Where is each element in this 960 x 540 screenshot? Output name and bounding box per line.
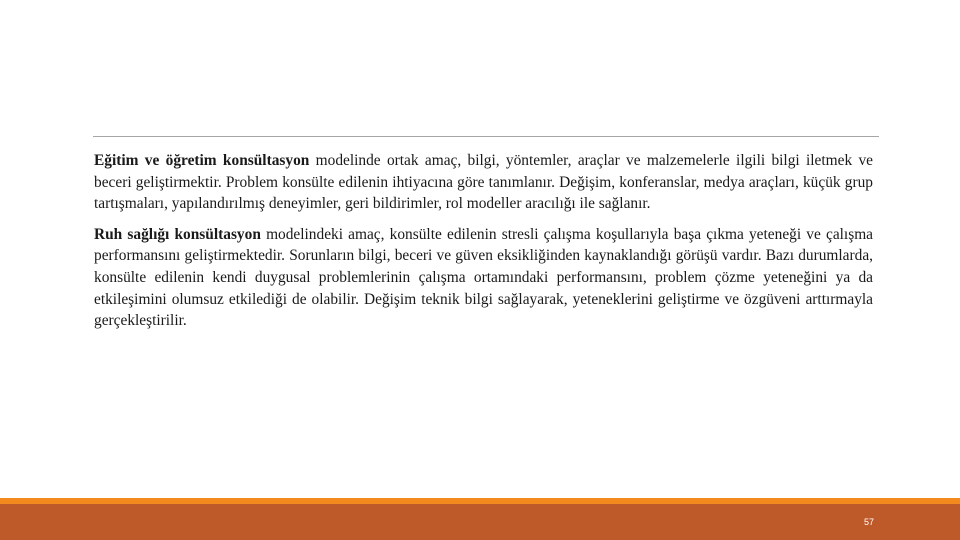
paragraph-education-consultation: [94, 150, 873, 215]
paragraph-mental-health-consultation: [94, 224, 873, 332]
paragraph-heading: Eğitim ve öğretim konsültasyon: [94, 152, 310, 169]
title-divider: [93, 136, 879, 137]
slide-body: [94, 150, 873, 332]
paragraph-text: modelinde ortak amaç, bilgi, yöntemler, araçlar ve malzemelerle ilgili bilgi iletmek ve beceri geliştirmektir. Problem konsülte edilenin ihtiyacına göre tanımlanır. Değişim, konferanslar, medya araçları, küçük grup tartışmaları, yapılandırılmış deneyimler, geri bildirimler, rol modeller aracılığı ile sağlanır.: [94, 152, 873, 213]
footer-band: [0, 504, 960, 540]
paragraph-text: modelindeki amaç, konsülte edilenin stresli çalışma koşullarıyla başa çıkma yeteneği ve çalışma performansını geliştirmektedir. Sorunların bilgi, beceri ve güven eksikliğinden kaynaklandığı görüşü vardır. Bazı durumlarda, konsülte edilenin kendi duygusal problemlerinin çalışma ortamındaki performansını, problem çözme yeteneğini ya da etkileşimini olumsuz etkilediği de olabilir. Değişim teknik bilgi sağlayarak, yeteneklerini geliştirme ve özgüveni arttırmayla gerçekleştirilir.: [94, 225, 874, 330]
page-number: 57: [863, 517, 874, 527]
paragraph-heading: Ruh sağlığı konsültasyon: [94, 225, 261, 243]
